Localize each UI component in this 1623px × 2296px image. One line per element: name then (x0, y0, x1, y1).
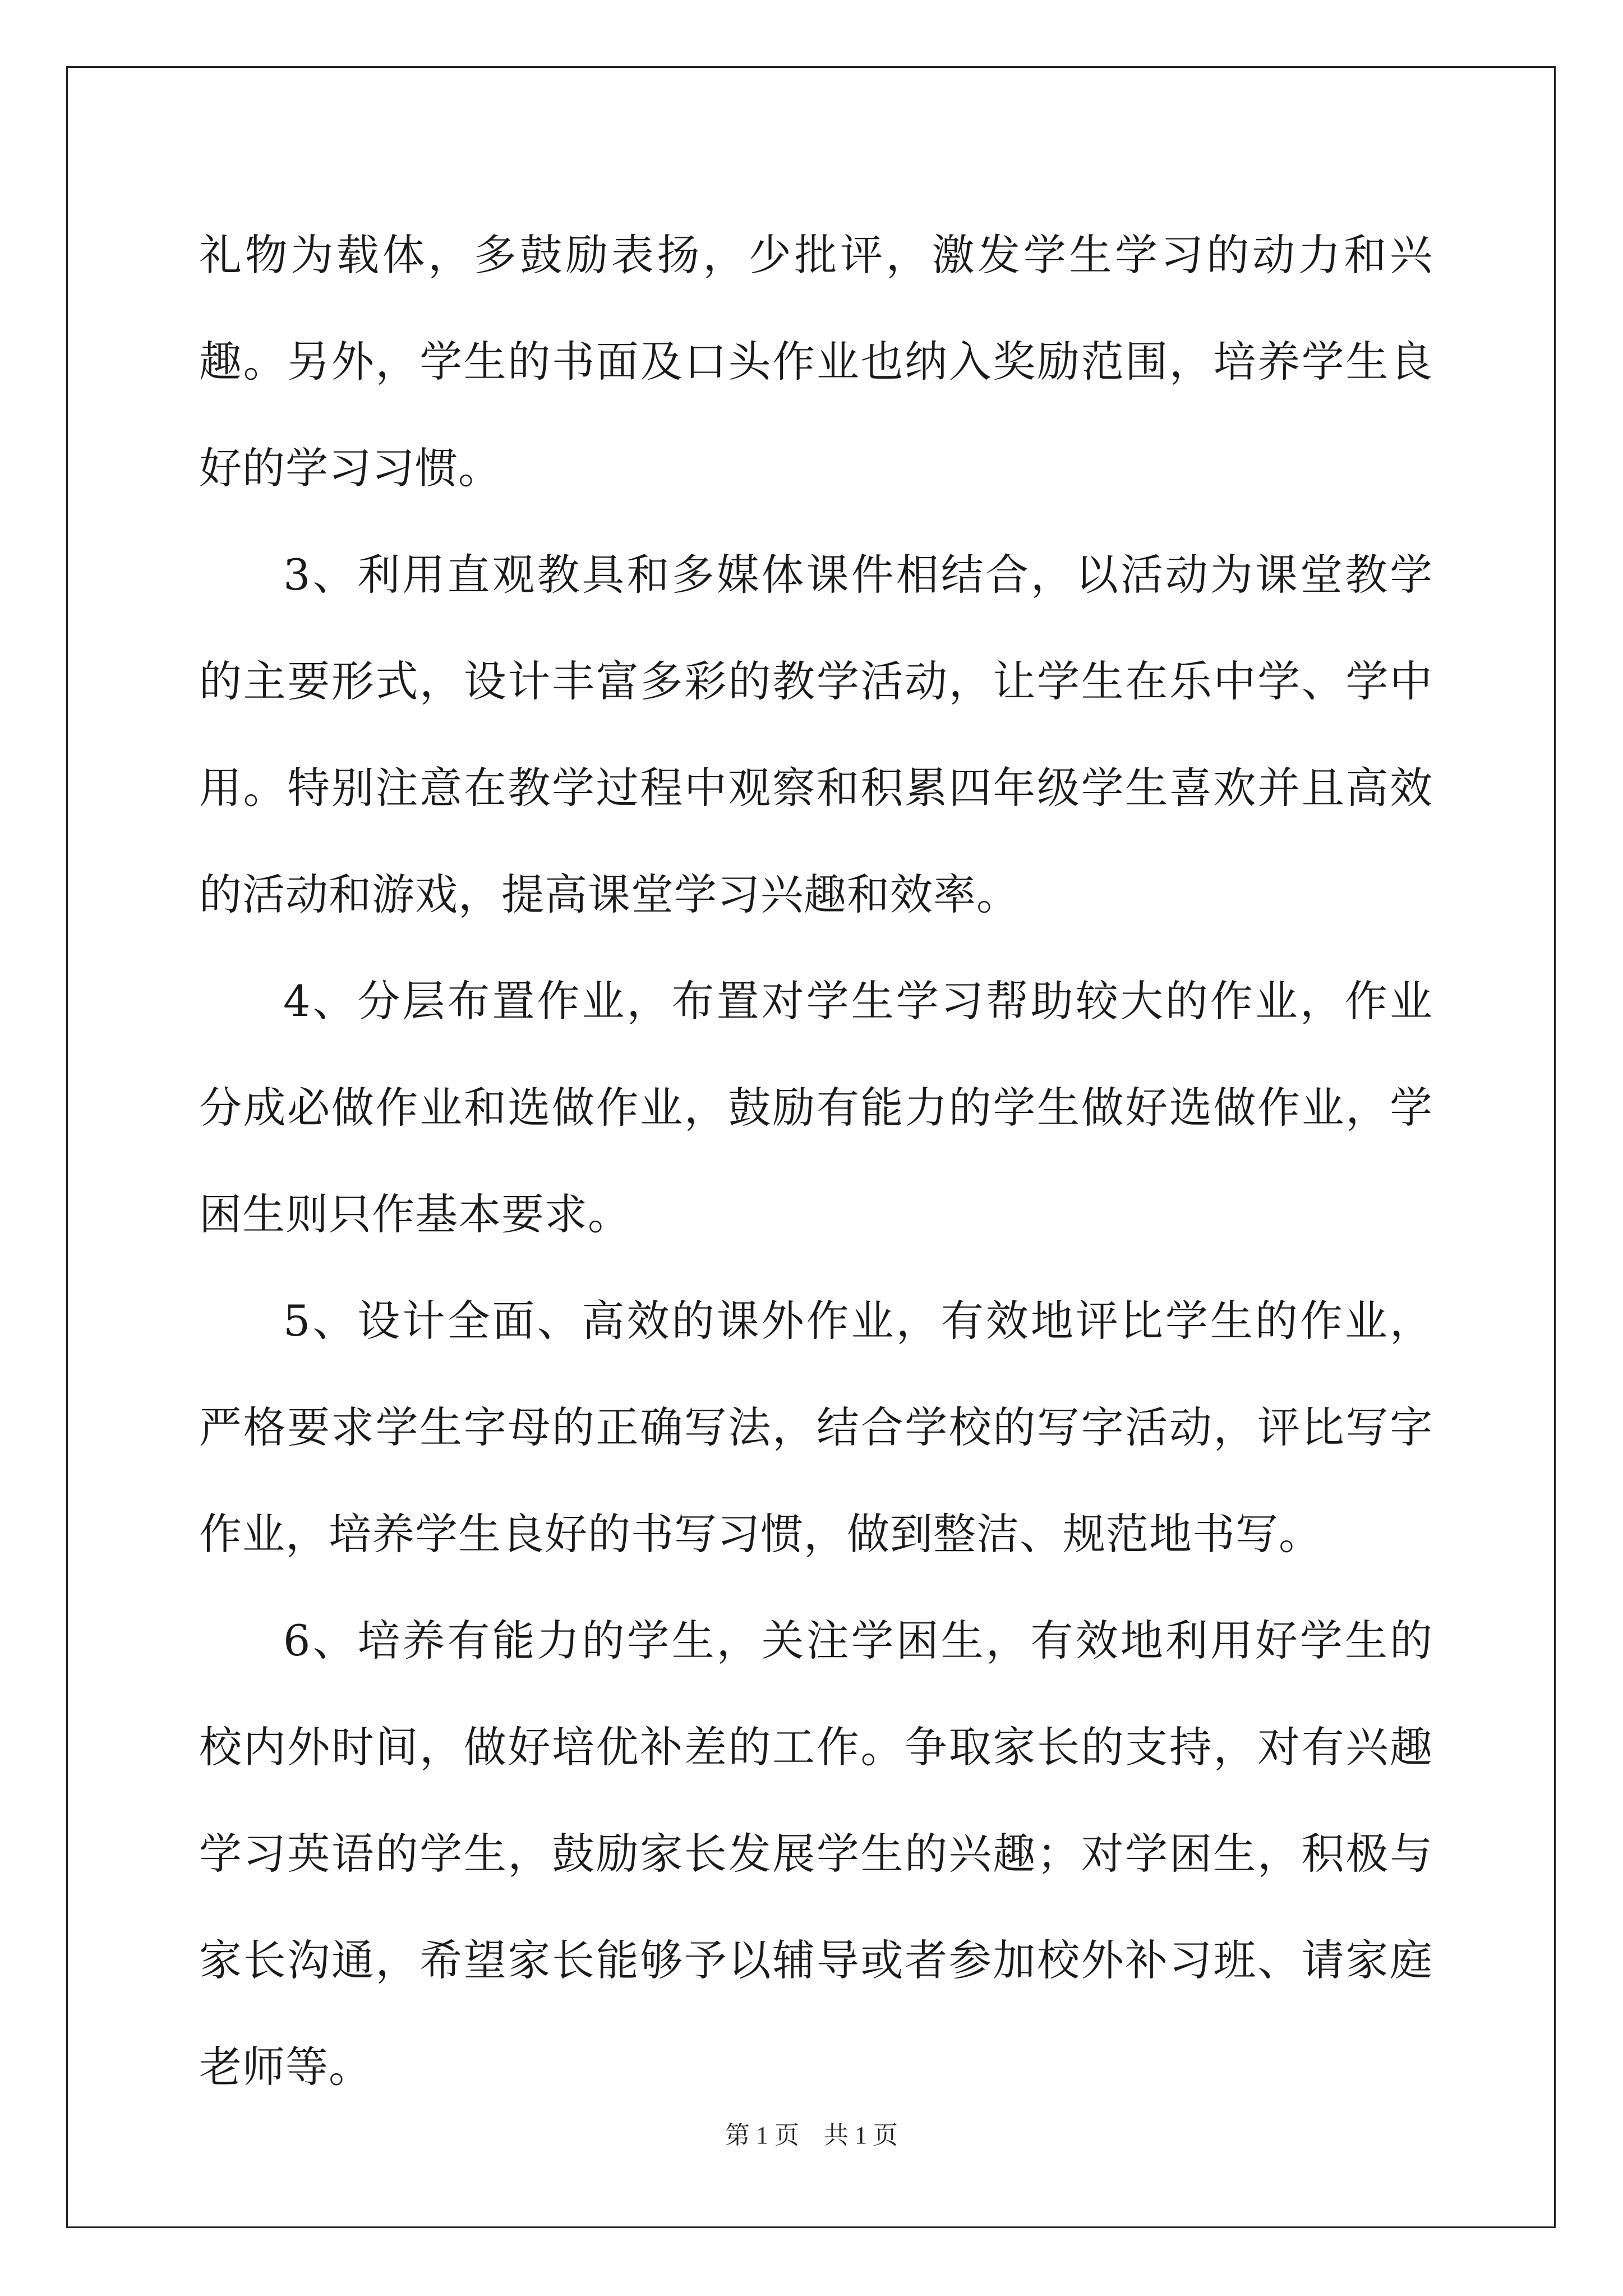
paragraph-item-5: 5、设计全面、高效的课外作业，有效地评比学生的作业，严格要求学生字母的正确写法，结合学校的写字活动，评比写字作业，培养学生良好的书写习惯，做到整洁、规范地书写。 (199, 1296, 1433, 1559)
paragraph-item-3: 3、利用直观教具和多媒体课件相结合，以活动为课堂教学的主要形式，设计丰富多彩的教学活动，让学生在乐中学、学中用。特别注意在教学过程中观察和积累四年级学生喜欢并且高效的活动和游戏，提高课堂学习兴趣和效率。 (199, 550, 1433, 919)
document-body (199, 202, 1433, 2120)
page-number-footer: 第 1 页 共 1 页 (725, 2122, 898, 2149)
paragraph-continuation: 礼物为载体，多鼓励表扬，少批评，激发学生学习的动力和兴趣。另外，学生的书面及口头作业也纳入奖励范围，培养学生良好的学习习惯。 (199, 230, 1433, 493)
paragraph-item-4: 4、分层布置作业，布置对学生学习帮助较大的作业，作业分成必做作业和选做作业，鼓励有能力的学生做好选做作业，学困生则只作基本要求。 (199, 976, 1433, 1239)
paragraph-item-6: 6、培养有能力的学生，关注学困生，有效地利用好学生的校内外时间，做好培优补差的工作。争取家长的支持，对有兴趣学习英语的学生，鼓励家长发展学生的兴趣；对学困生，积极与家长沟通，希望家长能够予以辅导或者参加校外补习班、请家庭老师等。 (199, 1616, 1433, 2092)
